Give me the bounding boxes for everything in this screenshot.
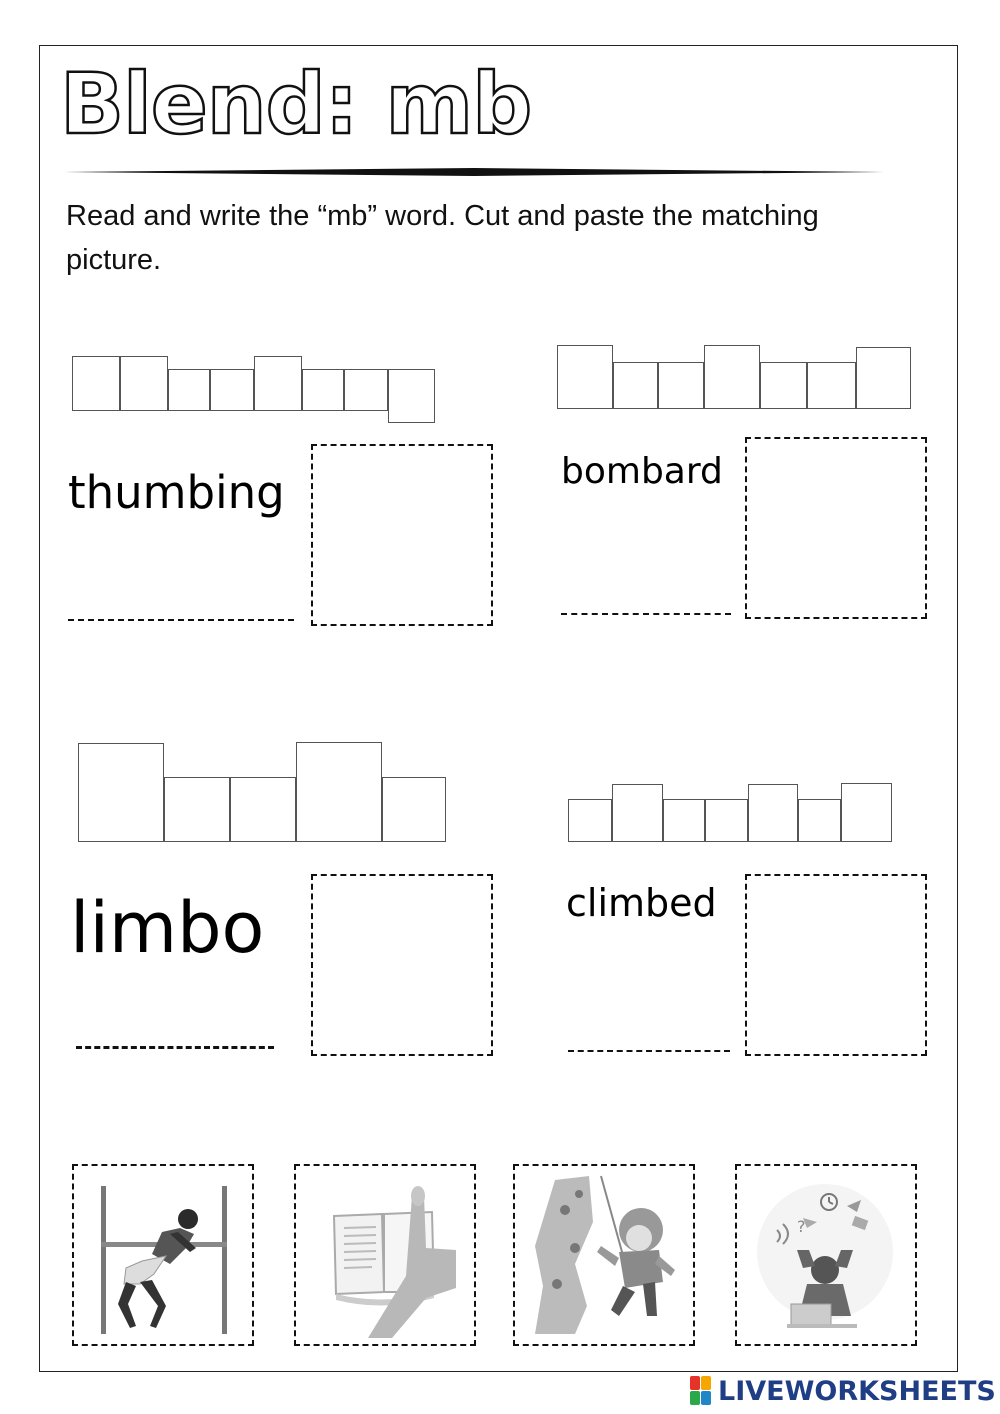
title-underline	[64, 164, 884, 180]
letter-box[interactable]	[120, 356, 168, 411]
write-line[interactable]	[561, 613, 731, 615]
letter-box[interactable]	[210, 369, 254, 411]
svg-text:?: ?	[797, 1217, 806, 1236]
letter-box[interactable]	[704, 345, 760, 409]
picture-card-climbed[interactable]	[513, 1164, 695, 1346]
logo-text: LIVEWORKSHEETS	[718, 1375, 996, 1407]
paste-box[interactable]	[311, 444, 493, 626]
exercise-word: limbo	[70, 887, 265, 969]
letter-box[interactable]	[663, 799, 705, 842]
limbo-dancer-icon	[74, 1166, 252, 1344]
letter-box[interactable]	[658, 362, 704, 409]
letter-box[interactable]	[748, 784, 798, 842]
letter-box[interactable]	[705, 799, 748, 842]
letter-box[interactable]	[72, 356, 120, 411]
letter-box[interactable]	[557, 345, 613, 409]
letter-box[interactable]	[168, 369, 210, 411]
letter-box[interactable]	[344, 369, 388, 411]
liveworksheets-logo	[690, 1374, 996, 1408]
letter-box[interactable]	[760, 362, 807, 409]
logo-tile	[701, 1391, 711, 1405]
logo-tile	[690, 1391, 700, 1405]
letter-box[interactable]	[612, 784, 663, 842]
write-line[interactable]	[76, 1046, 274, 1049]
write-line[interactable]	[68, 619, 294, 621]
picture-card-thumbing[interactable]	[294, 1164, 476, 1346]
letter-box[interactable]	[613, 362, 658, 409]
exercise-word: thumbing	[68, 466, 285, 519]
picture-card-limbo[interactable]	[72, 1164, 254, 1346]
letter-box[interactable]	[856, 347, 911, 409]
picture-card-bombard[interactable]	[735, 1164, 917, 1346]
logo-tile	[701, 1376, 711, 1390]
paste-box[interactable]	[311, 874, 493, 1056]
logo-tile	[690, 1376, 700, 1390]
bombarded-person-icon	[737, 1166, 915, 1344]
letter-box[interactable]	[164, 777, 230, 842]
letter-box[interactable]	[807, 362, 856, 409]
letter-box[interactable]	[568, 799, 612, 842]
exercise-word: climbed	[566, 881, 717, 925]
letter-box[interactable]	[841, 783, 892, 842]
letter-box[interactable]	[302, 369, 344, 411]
letter-box[interactable]	[798, 799, 841, 842]
rock-climber-icon	[515, 1166, 693, 1344]
letter-box[interactable]	[254, 356, 302, 411]
write-line[interactable]	[568, 1050, 730, 1052]
exercise-word: bombard	[561, 451, 723, 492]
letter-box[interactable]	[78, 743, 164, 842]
worksheet-title: Blend: mb	[60, 55, 532, 153]
letter-box[interactable]	[296, 742, 382, 842]
letter-box[interactable]	[230, 777, 296, 842]
paste-box[interactable]	[745, 437, 927, 619]
letter-box[interactable]	[388, 369, 435, 423]
letter-box[interactable]	[382, 777, 446, 842]
logo-mark-icon	[690, 1376, 712, 1406]
instructions-text: Read and write the “mb” word. Cut and paste the matching picture.	[66, 200, 819, 276]
paste-box[interactable]	[745, 874, 927, 1056]
thumbs-up-book-icon	[296, 1166, 474, 1344]
